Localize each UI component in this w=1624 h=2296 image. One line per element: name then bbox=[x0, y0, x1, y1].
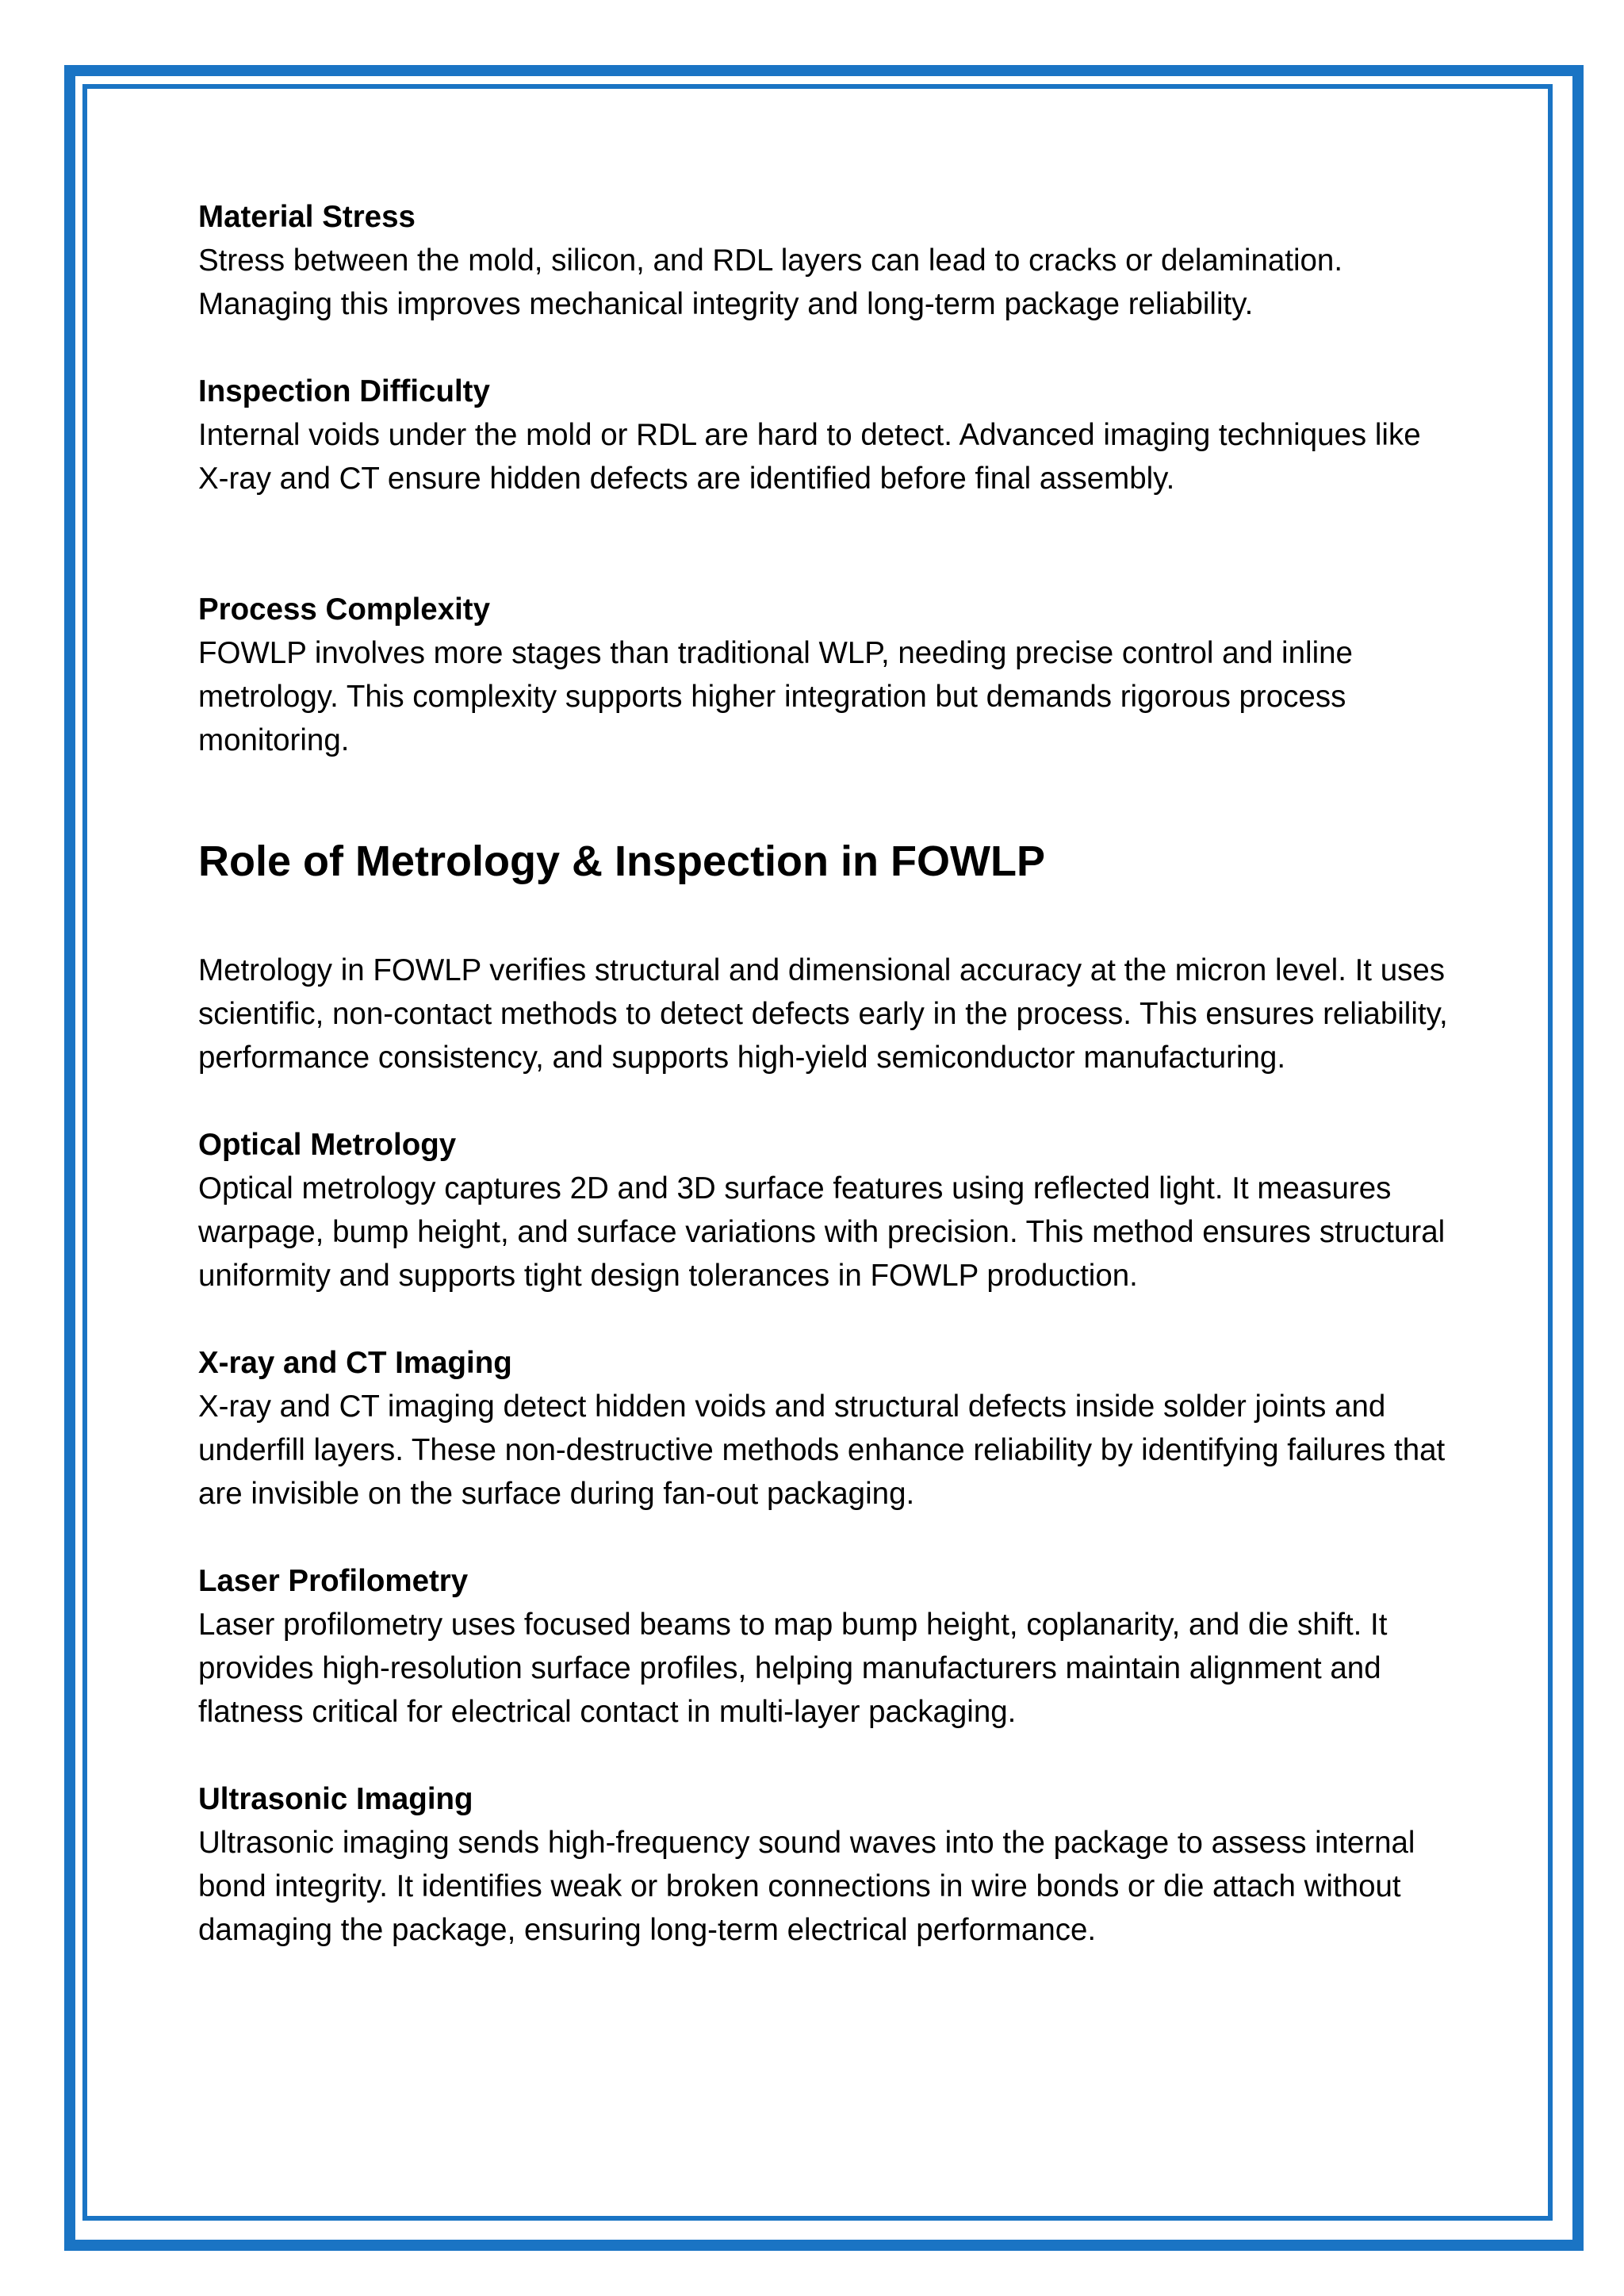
section-body: Optical metrology captures 2D and 3D surface features using reflected light. It measures warpage, bump height, and surface variations with precision. This method ensures structural uniformity and supports tight design tolerances in FOWLP production. bbox=[198, 1171, 1446, 1293]
section-ultrasonic-imaging bbox=[198, 1777, 1451, 1952]
section-process-complexity bbox=[198, 588, 1451, 762]
section-title: X-ray and CT Imaging bbox=[198, 1346, 512, 1380]
section-inspection-difficulty bbox=[198, 370, 1451, 500]
section-title: Process Complexity bbox=[198, 592, 491, 627]
section-title: Optical Metrology bbox=[198, 1128, 457, 1162]
section-title: Ultrasonic Imaging bbox=[198, 1782, 473, 1816]
section-xray-ct-imaging bbox=[198, 1341, 1451, 1516]
section-optical-metrology bbox=[198, 1123, 1451, 1297]
section-title: Laser Profilometry bbox=[198, 1564, 469, 1598]
page-heading: Role of Metrology & Inspection in FOWLP bbox=[198, 838, 1045, 885]
section-body: X-ray and CT imaging detect hidden voids and structural defects inside solder joints and underfill layers. These non-destructive methods enhance reliability by identifying failures that are invisible on the surface during fan-out packaging. bbox=[198, 1389, 1446, 1511]
section-title: Inspection Difficulty bbox=[198, 374, 490, 408]
section-laser-profilometry bbox=[198, 1559, 1451, 1734]
section-material-stress bbox=[198, 195, 1451, 326]
section-body: Internal voids under the mold or RDL are hard to detect. Advanced imaging techniques like X-ray and CT ensure hidden defects are identified before final assembly. bbox=[198, 418, 1421, 496]
section-body: Laser profilometry uses focused beams to map bump height, coplanarity, and die shift. It provides high-resolution surface profiles, helping manufacturers maintain alignment and flatness critical for electrical contact in multi-layer packaging. bbox=[198, 1608, 1388, 1729]
section-title: Material Stress bbox=[198, 200, 416, 234]
page-content bbox=[198, 195, 1451, 1952]
intro-paragraph: Metrology in FOWLP verifies structural and dimensional accuracy at the micron level. It uses scientific, non-contact methods to detect defects early in the process. This ensures reliability, performance consistency, and supports high-yield semiconductor manufacturing. bbox=[198, 953, 1448, 1075]
section-body: Stress between the mold, silicon, and RDL layers can lead to cracks or delamination. Managing this improves mechanical integrity and long-term package reliability. bbox=[198, 243, 1343, 321]
section-body: FOWLP involves more stages than traditional WLP, needing precise control and inline metrology. This complexity supports higher integration but demands rigorous process monitoring. bbox=[198, 636, 1353, 757]
section-body: Ultrasonic imaging sends high-frequency sound waves into the package to assess internal bond integrity. It identifies weak or broken connections in wire bonds or die attach without damaging the package, ensuring long-term electrical performance. bbox=[198, 1826, 1415, 1947]
